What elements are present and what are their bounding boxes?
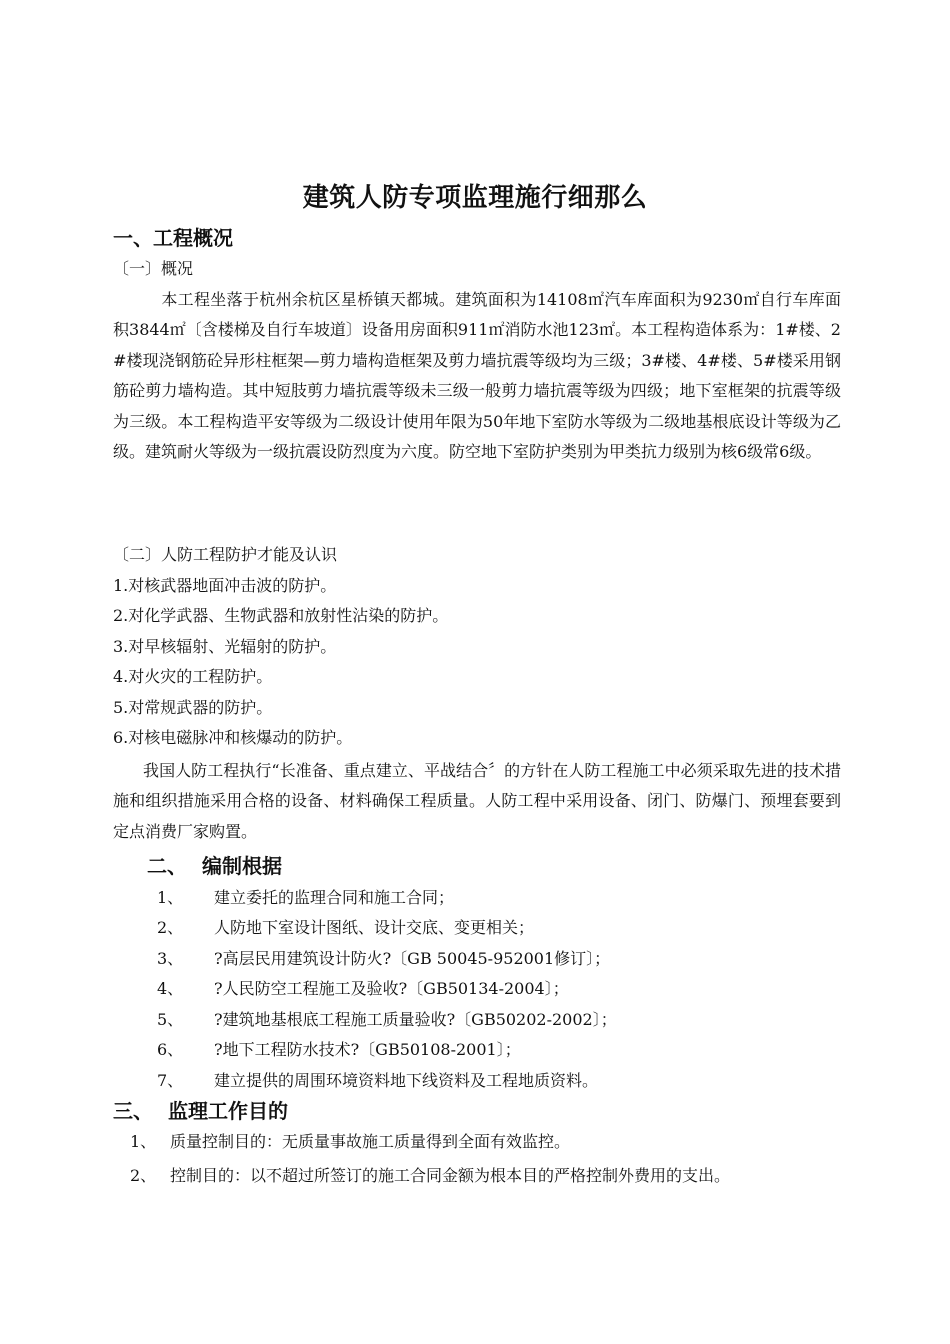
item-text: 质量控制目的：无质量事故施工质量得到全面有效监控。 <box>170 1132 571 1151</box>
section-heading <box>113 224 233 252</box>
item-text: 建立提供的周围环境资料地下线资料及工程地质资料。 <box>214 1071 599 1090</box>
item-text: 建立委托的监理合同和施工合同； <box>214 888 455 907</box>
document-title: 建筑人防专项监理施行细那么 <box>302 183 648 213</box>
item-number: 6、 <box>157 1040 184 1059</box>
item-number: 7、 <box>157 1071 184 1090</box>
paragraph <box>113 756 841 847</box>
section-number: 三、 <box>113 1099 153 1123</box>
subsection-heading: 〔一〕概况 <box>113 259 194 278</box>
paragraph <box>113 285 841 467</box>
section-number: 一、 <box>113 226 153 250</box>
list-item: 2.对化学武器、生物武器和放射性沾染的防护。 <box>113 606 449 625</box>
item-text: ?人民防空工程施工及验收?〔GB50134-2004〕； <box>214 979 569 998</box>
section-number: 二、 <box>147 854 187 878</box>
section-heading <box>113 1097 288 1125</box>
paragraph-text: 我国人防工程执行“长准备、重点建立、平战结合〞的方针在人防工程施工中必须采取先进的技术措施和组织措施采用合格的设备、材料确保工程质量。人防工程中采用设备、闭门、防爆门、预埋套要到定点消费厂家购置。 <box>113 761 841 841</box>
section-heading <box>147 852 282 880</box>
section-title: 工程概况 <box>153 226 233 250</box>
item-text: 人防地下室设计图纸、设计交底、变更相关； <box>214 918 535 937</box>
list-item: 5.对常规武器的防护。 <box>113 698 273 717</box>
item-number: 4、 <box>157 979 184 998</box>
item-number: 1、 <box>157 888 184 907</box>
section-title: 监理工作目的 <box>168 1099 288 1123</box>
item-number: 5、 <box>157 1010 184 1029</box>
item-text: ?建筑地基根底工程施工质量验收?〔GB50202-2002〕； <box>214 1010 617 1029</box>
list-item: 1.对核武器地面冲击波的防护。 <box>113 576 337 595</box>
paragraph-text: 本工程坐落于杭州余杭区星桥镇天都城。建筑面积为14108㎡汽车库面积为9230㎡自行车库面积3844㎡〔含楼梯及自行车坡道〕设备用房面积911㎡消防水池123㎡。本工程构造体系为：1#楼、2#楼现浇钢筋砼异形柱框架—剪力墙构造框架及剪力墙抗震等级均为三级；3#楼、4#楼、5#楼采用钢筋砼剪力墙构造。其中短肢剪力墙抗震等级未三级一般剪力墙抗震等级为四级；地下室框架的抗震等级为三级。本工程构造平安等级为二级设计使用年限为50年地下室防水等级为二级地基根底设计等级为乙级。建筑耐火等级为一级抗震设防烈度为六度。防空地下室防护类别为甲类抗力级别为核6级常6级。 <box>113 290 841 462</box>
list-item: 3.对早核辐射、光辐射的防护。 <box>113 637 337 656</box>
item-number: 1、 <box>130 1132 157 1151</box>
list-item: 6.对核电磁脉冲和核爆动的防护。 <box>113 728 353 747</box>
subsection-heading: 〔二〕人防工程防护才能及认识 <box>113 545 338 564</box>
item-text: ?高层民用建筑设计防火?〔GB 50045-952001修订〕； <box>214 949 611 968</box>
item-number: 2、 <box>130 1166 157 1185</box>
item-number: 2、 <box>157 918 184 937</box>
item-text: 控制目的：以不超过所签订的施工合同金额为根本目的严格控制外费用的支出。 <box>170 1166 731 1185</box>
list-item: 4.对火灾的工程防护。 <box>113 667 273 686</box>
item-number: 3、 <box>157 949 184 968</box>
section-title: 编制根据 <box>202 854 282 878</box>
item-text: ?地下工程防水技术?〔GB50108-2001〕； <box>214 1040 521 1059</box>
